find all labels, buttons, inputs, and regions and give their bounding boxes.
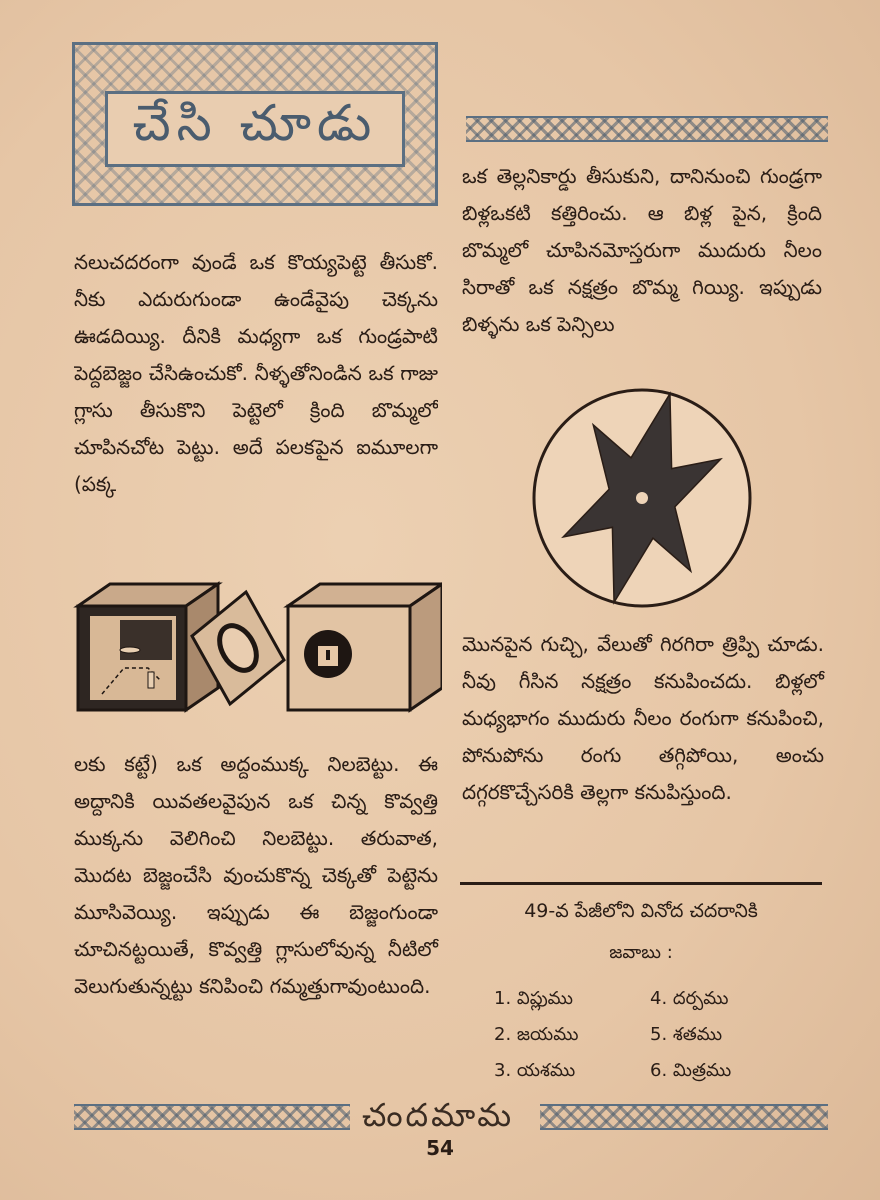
ornamental-border-top: [466, 116, 828, 142]
page-title: చేసి చూడు: [132, 93, 378, 152]
answer-item: 3. యశము: [494, 1060, 576, 1081]
box-illustration: [70, 576, 442, 716]
answer-item: 6. మిత్రము: [650, 1060, 732, 1081]
title-frame: [72, 42, 438, 206]
answer-subheading: జవాబు :: [609, 942, 673, 963]
answer-heading: 49-వ పేజీలోని వినోద చదరానికి: [524, 900, 758, 922]
answer-item: 5. శతము: [650, 1024, 723, 1045]
title-panel: [105, 91, 405, 167]
footer-ornament-left: [74, 1104, 350, 1130]
left-paragraph-bottom: లకు కట్టే) ఒక అద్దంముక్క నిలబెట్టు. ఈ అద్దానికి యివతలవైపున ఒక చిన్న కొవ్వత్తి ముక్కను వెలిగించి నిలబెట్టు. తరువాత, మొదట బెజ్జంచేసి వుంచుకొన్న చెక్కతో పెట్టెను మూసివెయ్యి. ఇప్పుడు ఈ బెజ్జంగుండా చూచినట్టయితే, కొవ్వత్తి గ్లాసులోవున్న నీటిలో వెలుగుతున్నట్టు కనిపించి గమ్మత్తుగావుంటుంది.: [74, 752, 438, 998]
answer-item: 2. జయము: [494, 1024, 579, 1045]
star-disc-illustration: [522, 378, 762, 618]
footer-ornament-right: [540, 1104, 828, 1130]
answer-divider: [460, 882, 822, 885]
magazine-name: చందమామ: [362, 1096, 515, 1134]
page-number: 54: [426, 1136, 454, 1160]
answer-item: 1. విప్లుము: [494, 988, 573, 1009]
right-paragraph-top: ఒక తెల్లనికార్డు తీసుకుని, దానినుంచి గుండ్రగా బిళ్లఒకటి కత్తిరించు. ఆ బిళ్ల పైన, క్రింది బొమ్మలో చూపినమోస్తరుగా ముదురు నీలం సిరాతో ఒక నక్షత్రం బొమ్మ గియ్యి. ఇప్పుడు బిళ్ళను ఒక పెన్సిలు: [462, 164, 822, 336]
left-paragraph-top: నలుచదరంగా వుండే ఒక కొయ్యపెట్టె తీసుకో. నీకు ఎదురుగుండా ఉండేవైపు చెక్కను ఊడదియ్యి. దీనికి మధ్యగా ఒక గుండ్రపాటి పెద్దబెజ్జం చేసిఉంచుకో. నీళ్ళతోనిండిన ఒక గాజు గ్లాసు తీసుకొని పెట్టెలో క్రింది బొమ్మలో చూపినచోట పెట్టు. అదే పలకపైన ఐమూలగా (పక్క: [74, 250, 438, 496]
answer-item: 4. దర్పము: [650, 988, 729, 1009]
right-paragraph-bottom: మొనపైన గుచ్చి, వేలుతో గిరగిరా త్రిప్పి చూడు. నీవు గీసిన నక్షత్రం కనుపించదు. బిళ్లలో మధ్యభాగం ముదురు నీలం రంగుగా కనుపించి, పోనుపోను రంగు తగ్గిపోయి, అంచు దగ్గరకొచ్చేసరికి తెల్లగా కనుపిస్తుంది.: [462, 632, 824, 804]
